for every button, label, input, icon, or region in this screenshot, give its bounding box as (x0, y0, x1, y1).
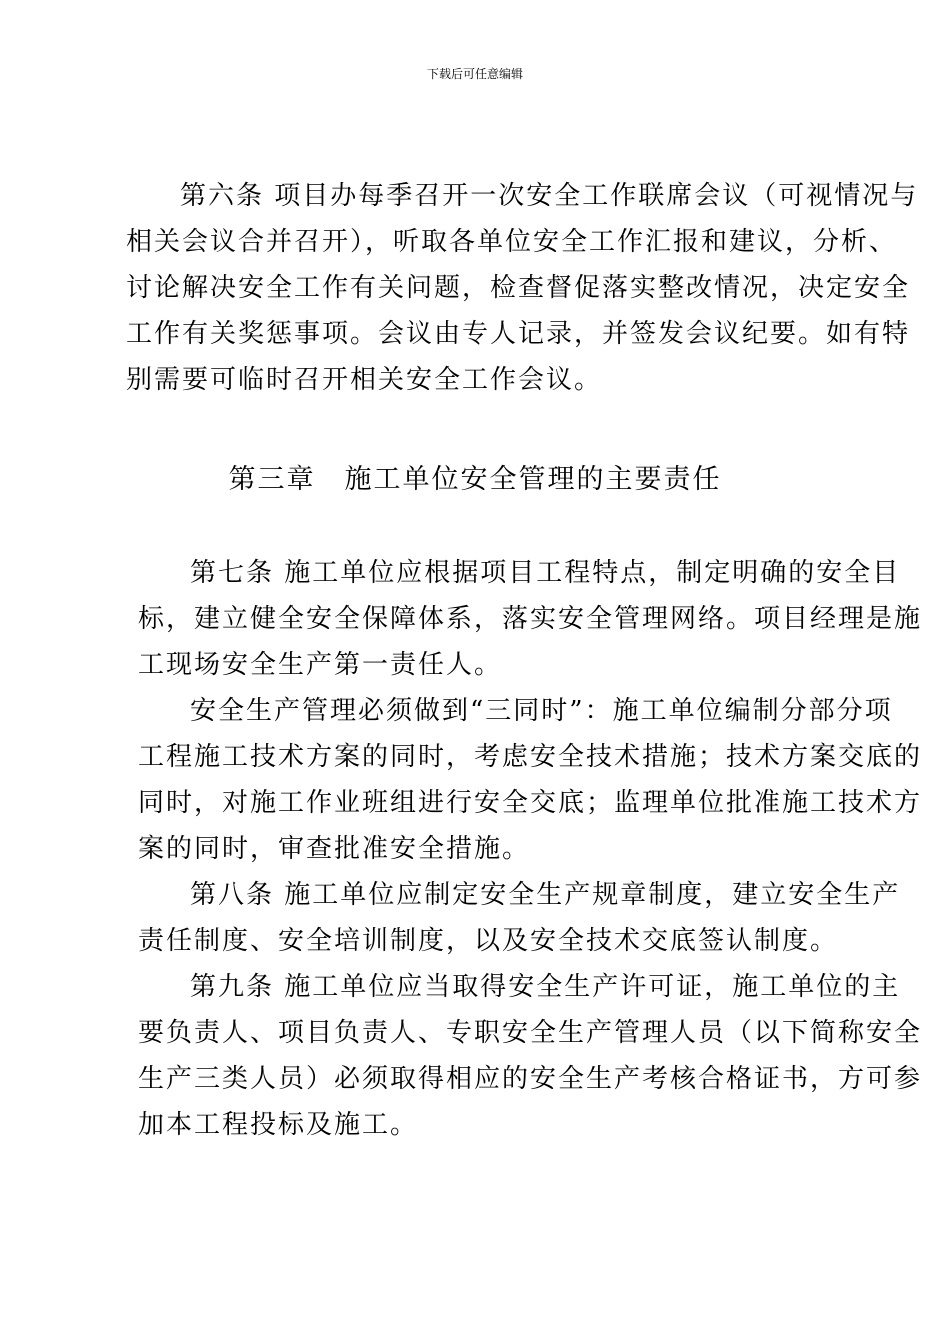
article-6 (126, 173, 919, 403)
text-line: 工程施工技术方案的同时，考虑安全技术措施；技术方案交底的 (138, 742, 923, 772)
text-line: 工现场安全生产第一责任人。 (138, 650, 503, 680)
text-line: 责任制度、安全培训制度，以及安全技术交底签认制度。 (138, 926, 839, 956)
text-line: 安全生产管理必须做到“三同时”：施工单位编制分部分项 (190, 696, 893, 726)
text-line: 第九条 施工单位应当取得安全生产许可证，施工单位的主 (190, 972, 901, 1002)
text-line: 要负责人、项目负责人、专职安全生产管理人员（以下简称安全 (138, 1018, 923, 1048)
chapter-3-body (138, 550, 923, 1148)
text-line: 同时，对施工作业班组进行安全交底；监理单位批准施工技术方 (138, 788, 923, 818)
text-line: 案的同时，审查批准安全措施。 (138, 834, 531, 864)
text-line: 别需要可临时召开相关安全工作会议。 (126, 365, 603, 395)
text-line: 第六条 项目办每季召开一次安全工作联席会议（可视情况与 (180, 181, 919, 211)
text-line: 加本工程投标及施工。 (138, 1110, 419, 1140)
text-line: 第八条 施工单位应制定安全生产规章制度，建立安全生产 (190, 880, 901, 910)
text-line: 生产三类人员）必须取得相应的安全生产考核合格证书，方可参 (138, 1064, 923, 1094)
text-line: 相关会议合并召开），听取各单位安全工作汇报和建议，分析、 (126, 227, 898, 257)
text-line: 第七条 施工单位应根据项目工程特点，制定明确的安全目 (190, 558, 901, 588)
text-line: 工作有关奖惩事项。会议由专人记录，并签发会议纪要。如有特 (126, 319, 911, 349)
text-line: 讨论解决安全工作有关问题，检查督促落实整改情况，决定安全 (126, 273, 911, 303)
chapter-heading: 第三章 施工单位安全管理的主要责任 (228, 464, 722, 495)
text-line: 标，建立健全安全保障体系，落实安全管理网络。项目经理是施 (138, 604, 923, 634)
page-header: 下载后可任意编辑 (426, 67, 523, 81)
